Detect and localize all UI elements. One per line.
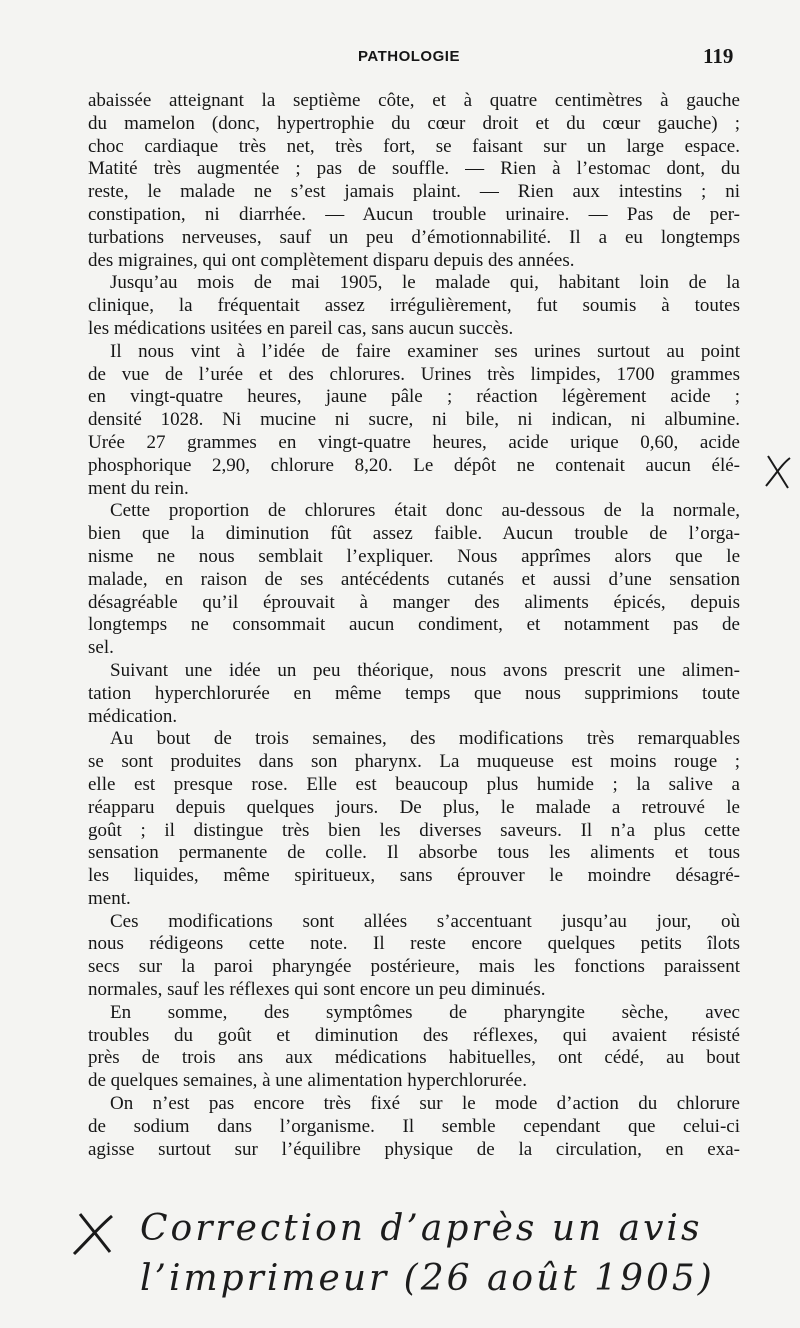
text-line: de vue de l’urée et des chlorures. Urines très limpides, 1700 grammes xyxy=(88,363,740,385)
text-line: nous rédigeons cette note. Il reste encore quelques petits îlots xyxy=(88,933,740,955)
text-line: choc cardiaque très net, très fort, se faisant sur un large espace. xyxy=(88,135,740,157)
annotation-line: l’imprimeur (26 août 1905) xyxy=(140,1258,715,1299)
text-line: sensation permanente de colle. Il absorbe tous les aliments et tous xyxy=(88,842,740,864)
page-header xyxy=(0,40,800,76)
text-line: tation hyperchlorurée en même temps que nous supprimions toute xyxy=(88,682,740,704)
text-line: Matité très augmentée ; pas de souffle. — Rien à l’estomac dont, du xyxy=(88,158,740,180)
text-line: Il nous vint à l’idée de faire examiner ses urines surtout au point xyxy=(110,340,740,362)
text-line: goût ; il distingue très bien les diverses saveurs. Il n’a plus cette xyxy=(88,819,740,841)
text-line: de sodium dans l’organisme. Il semble cependant que celui-ci xyxy=(88,1115,740,1137)
text-line: Suivant une idée un peu théorique, nous avons prescrit une alimen- xyxy=(110,659,740,681)
text-line: bien que la diminution fût assez faible. Aucun trouble de l’orga- xyxy=(88,523,740,545)
text-line: En somme, des symptômes de pharyngite sèche, avec xyxy=(110,1001,740,1023)
annotation-line: Correction d’après un avis xyxy=(140,1208,703,1249)
text-line: Au bout de trois semaines, des modifications très remarquables xyxy=(110,728,740,750)
text-line: normales, sauf les réflexes qui sont encore un peu diminués. xyxy=(88,979,546,1001)
page-number: 119 xyxy=(703,44,734,68)
text-line: Urée 27 grammes en vingt-quatre heures, acide urique 0,60, acide xyxy=(88,431,740,453)
text-line: en vingt-quatre heures, jaune pâle ; réaction légèrement acide ; xyxy=(88,386,740,408)
text-line: elle est presque rose. Elle est beaucoup plus humide ; la salive a xyxy=(88,773,740,795)
text-line: sel. xyxy=(88,637,114,659)
text-line: des migraines, qui ont complètement disparu depuis des années. xyxy=(88,249,575,271)
text-line: clinique, la fréquentait assez irrégulièrement, fut soumis à toutes xyxy=(88,295,740,317)
text-line: malade, en raison de ses antécédents cutanés et aussi d’une sensation xyxy=(88,568,740,590)
running-title: PATHOLOGIE xyxy=(358,48,460,65)
text-line: désagréable qu’il éprouvait à manger des aliments épicés, depuis xyxy=(88,591,740,613)
text-line: se sont produites dans son pharynx. La muqueuse est moins rouge ; xyxy=(88,751,740,773)
text-line: agisse surtout sur l’équilibre physique de la circulation, en exa- xyxy=(88,1138,740,1160)
handwritten-annotation xyxy=(60,1200,780,1310)
text-line: Jusqu’au mois de mai 1905, le malade qui, habitant loin de la xyxy=(110,272,740,294)
correction-cross-icon xyxy=(760,452,796,492)
text-line: médication. xyxy=(88,705,178,727)
text-line: Ces modifications sont allées s’accentuant jusqu’au jour, où xyxy=(110,910,740,932)
text-line: turbations nerveuses, sauf un peu d’émotionnabilité. Il a eu longtemps xyxy=(88,226,740,248)
text-line: secs sur la paroi pharyngée postérieure, mais les fonctions paraissent xyxy=(88,956,740,978)
text-line: Cette proportion de chlorures était donc au-dessous de la normale, xyxy=(110,500,740,522)
text-line: les médications usitées en pareil cas, sans aucun succès. xyxy=(88,317,514,339)
text-line: près de trois ans aux médications habituelles, ont cédé, au bout xyxy=(88,1047,740,1069)
text-line: abaissée atteignant la septième côte, et à quatre centimètres à gauche xyxy=(88,90,740,111)
text-line: de quelques semaines, à une alimentation hyperchlorurée. xyxy=(88,1070,527,1092)
text-line: les liquides, même spiritueux, sans éprouver le moindre désagré- xyxy=(88,865,740,887)
text-line: phosphorique 2,90, chlorure 8,20. Le dépôt ne contenait aucun élé- xyxy=(88,454,740,476)
body-text xyxy=(88,90,740,1161)
text-line: du mamelon (donc, hypertrophie du cœur droit et du cœur gauche) ; xyxy=(88,112,740,134)
text-line: nisme ne nous semblait l’expliquer. Nous apprîmes alors que le xyxy=(88,545,740,567)
text-line: On n’est pas encore très fixé sur le mode d’action du chlorure xyxy=(110,1093,740,1115)
text-line: reste, le malade ne s’est jamais plaint. — Rien aux intestins ; ni xyxy=(88,181,740,203)
text-line: longtemps ne consommait aucun condiment, et notamment pas de xyxy=(88,614,740,636)
text-line: réapparu depuis quelques jours. De plus, le malade a retrouvé le xyxy=(88,796,740,818)
text-line: ment. xyxy=(88,887,131,909)
text-line: densité 1028. Ni mucine ni sucre, ni bile, ni indican, ni albumine. xyxy=(88,409,740,431)
text-line: ment du rein. xyxy=(88,477,189,499)
text-line: troubles du goût et diminution des réflexes, qui avaient résisté xyxy=(88,1024,740,1046)
correction-cross-icon xyxy=(70,1210,118,1256)
text-line: constipation, ni diarrhée. — Aucun trouble urinaire. — Pas de per- xyxy=(88,203,740,225)
